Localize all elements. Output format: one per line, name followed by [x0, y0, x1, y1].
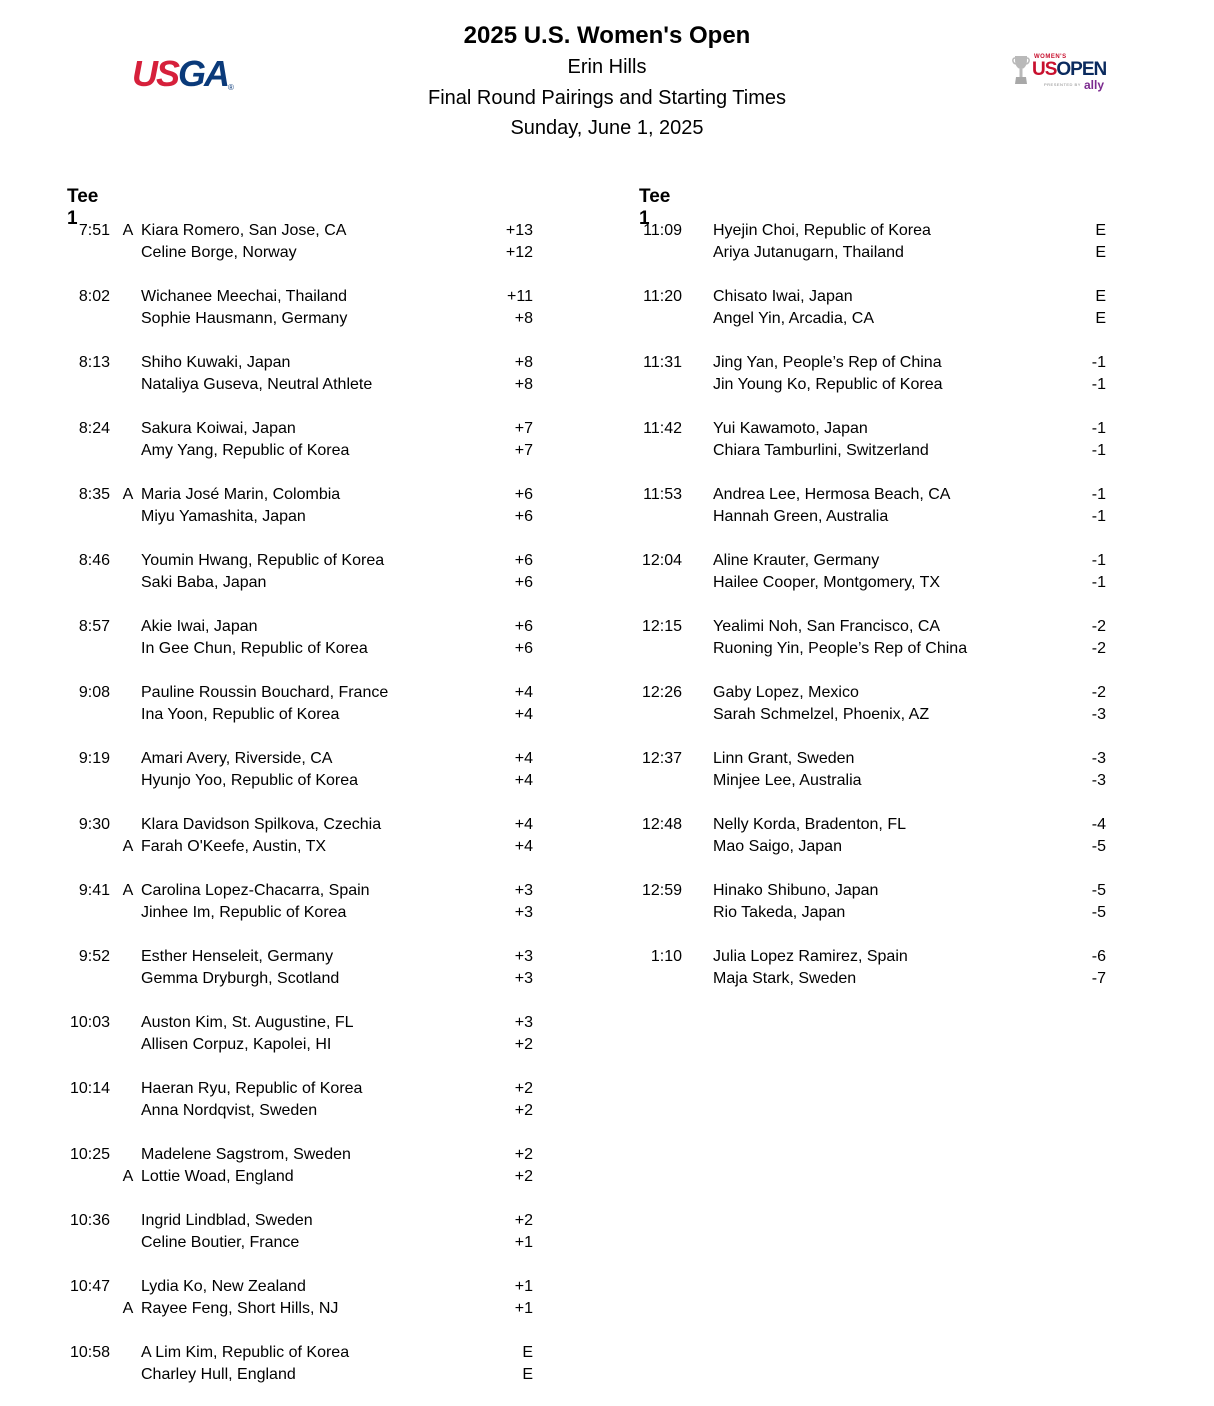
player-score: +2	[514, 1036, 533, 1053]
tee-time: 1:10	[650, 948, 682, 965]
player-name: Youmin Hwang, Republic of Korea	[141, 552, 385, 569]
tee-heading: Tee 1	[67, 186, 99, 229]
player-score: E	[522, 1344, 533, 1361]
player-row	[0, 352, 1214, 374]
player-name: Chiara Tamburlini, Switzerland	[713, 442, 929, 459]
player-score: +4	[514, 772, 533, 789]
player-name: In Gee Chun, Republic of Korea	[141, 640, 368, 657]
player-score: +6	[514, 552, 533, 569]
player-score: +13	[505, 222, 533, 239]
player-name: Akie Iwai, Japan	[141, 618, 258, 635]
player-name: Hailee Cooper, Montgomery, TX	[713, 574, 941, 591]
player-name: Miyu Yamashita, Japan	[141, 508, 306, 525]
player-name: Jing Yan, People’s Rep of China	[713, 354, 942, 371]
player-name: Gaby Lopez, Mexico	[713, 684, 859, 701]
tee-time: 8:57	[78, 618, 110, 635]
tee-time: 12:48	[641, 816, 682, 833]
tee-time: 9:30	[78, 816, 110, 833]
tee-time: 10:14	[69, 1080, 110, 1097]
round-date: Sunday, June 1, 2025	[510, 117, 704, 139]
player-name: Auston Kim, St. Augustine, FL	[141, 1014, 354, 1031]
player-score: -1	[1091, 376, 1106, 393]
player-name: Allisen Corpuz, Kapolei, HI	[141, 1036, 332, 1053]
tee-time: 8:46	[78, 552, 110, 569]
usga-logo-us: US	[132, 53, 179, 94]
player-score: -3	[1091, 750, 1106, 767]
player-score: +6	[514, 486, 533, 503]
tee-time: 9:52	[78, 948, 110, 965]
player-score: +2	[514, 1168, 533, 1185]
amateur-marker: A	[122, 1300, 134, 1317]
player-row	[0, 748, 1214, 770]
player-score: -2	[1091, 684, 1106, 701]
player-row	[0, 1034, 1214, 1056]
player-score: +12	[505, 244, 533, 261]
player-row	[0, 1232, 1214, 1254]
player-name: Yealimi Noh, San Francisco, CA	[713, 618, 941, 635]
tee-time: 9:41	[78, 882, 110, 899]
player-score: +3	[514, 904, 533, 921]
player-score: -1	[1091, 552, 1106, 569]
registered-mark: ®	[228, 83, 234, 92]
player-row	[0, 1012, 1214, 1034]
player-name: Celine Boutier, France	[141, 1234, 300, 1251]
player-name: Charley Hull, England	[141, 1366, 296, 1383]
tee-time: 10:03	[69, 1014, 110, 1031]
player-score: +4	[514, 750, 533, 767]
player-row	[0, 968, 1214, 990]
player-row	[0, 880, 1214, 902]
player-name: Linn Grant, Sweden	[713, 750, 855, 767]
player-score: +3	[514, 1014, 533, 1031]
player-score: -6	[1091, 948, 1106, 965]
player-score: -2	[1091, 618, 1106, 635]
presented-by-label: PRESENTED BY	[1044, 82, 1081, 87]
player-name: Amy Yang, Republic of Korea	[141, 442, 350, 459]
usopen-logo-us: US	[1032, 59, 1057, 80]
player-name: Hyejin Choi, Republic of Korea	[713, 222, 931, 239]
player-score: +3	[514, 882, 533, 899]
player-name: Angel Yin, Arcadia, CA	[713, 310, 874, 327]
tee-time: 7:51	[78, 222, 110, 239]
player-name: Minjee Lee, Australia	[713, 772, 862, 789]
usopen-logo-open: OPEN	[1056, 59, 1107, 80]
player-score: -7	[1091, 970, 1106, 987]
player-name: Saki Baba, Japan	[141, 574, 267, 591]
player-row	[0, 704, 1214, 726]
player-row	[0, 286, 1214, 308]
player-name: Maria José Marin, Colombia	[141, 486, 341, 503]
player-name: Aline Krauter, Germany	[713, 552, 880, 569]
player-score: +6	[514, 640, 533, 657]
player-name: Maja Stark, Sweden	[713, 970, 857, 987]
player-score: +8	[514, 354, 533, 371]
amateur-marker: A	[122, 882, 134, 899]
player-row	[0, 1276, 1214, 1298]
player-name: Esther Henseleit, Germany	[141, 948, 334, 965]
tee-time: 10:47	[69, 1278, 110, 1295]
player-row	[0, 550, 1214, 572]
player-score: +2	[514, 1102, 533, 1119]
player-row	[0, 1210, 1214, 1232]
player-score: +2	[514, 1146, 533, 1163]
player-name: Jin Young Ko, Republic of Korea	[713, 376, 943, 393]
player-name: Nataliya Guseva, Neutral Athlete	[141, 376, 373, 393]
player-row	[0, 902, 1214, 924]
player-score: +3	[514, 948, 533, 965]
player-row	[0, 220, 1214, 242]
player-name: Ingrid Lindblad, Sweden	[141, 1212, 313, 1229]
player-score: +1	[514, 1278, 533, 1295]
player-score: -3	[1091, 772, 1106, 789]
player-score: -1	[1091, 508, 1106, 525]
tee-time: 11:09	[643, 222, 682, 239]
player-score: +6	[514, 618, 533, 635]
tee-time: 12:26	[641, 684, 682, 701]
tee-time: 12:59	[641, 882, 682, 899]
document-title: 2025 U.S. Women's Open	[463, 22, 751, 49]
tee-time: 9:08	[78, 684, 110, 701]
player-name: Ina Yoon, Republic of Korea	[141, 706, 340, 723]
player-row	[0, 638, 1214, 660]
player-row	[0, 1100, 1214, 1122]
player-name: Ariya Jutanugarn, Thailand	[713, 244, 904, 261]
player-name: Lydia Ko, New Zealand	[141, 1278, 306, 1295]
player-score: E	[1095, 244, 1106, 261]
player-name: Klara Davidson Spilkova, Czechia	[141, 816, 382, 833]
player-score: E	[1095, 310, 1106, 327]
player-score: +3	[514, 970, 533, 987]
player-row	[0, 1166, 1214, 1188]
player-row	[0, 814, 1214, 836]
tee-time: 12:37	[641, 750, 682, 767]
player-score: -5	[1091, 882, 1106, 899]
tee-time: 10:25	[69, 1146, 110, 1163]
player-row	[0, 418, 1214, 440]
player-score: E	[522, 1366, 533, 1383]
player-score: +4	[514, 684, 533, 701]
player-name: Anna Nordqvist, Sweden	[141, 1102, 318, 1119]
tee-time: 9:19	[78, 750, 110, 767]
player-score: -1	[1091, 442, 1106, 459]
usga-logo	[132, 53, 234, 94]
player-score: +1	[514, 1300, 533, 1317]
player-score: +2	[514, 1080, 533, 1097]
player-name: Chisato Iwai, Japan	[713, 288, 853, 305]
player-name: Julia Lopez Ramirez, Spain	[713, 948, 908, 965]
player-row	[0, 682, 1214, 704]
player-name: Jinhee Im, Republic of Korea	[141, 904, 347, 921]
player-score: -1	[1091, 486, 1106, 503]
player-name: Shiho Kuwaki, Japan	[141, 354, 291, 371]
tee-time: 8:24	[78, 420, 110, 437]
usga-logo-ga: GA	[178, 53, 229, 94]
player-name: Nelly Korda, Bradenton, FL	[713, 816, 906, 833]
tee-time: 12:04	[641, 552, 682, 569]
player-row	[0, 506, 1214, 528]
tee-time: 12:15	[641, 618, 682, 635]
player-score: E	[1095, 288, 1106, 305]
player-row	[0, 484, 1214, 506]
player-name: Hinako Shibuno, Japan	[713, 882, 879, 899]
player-name: Pauline Roussin Bouchard, France	[141, 684, 389, 701]
player-row	[0, 242, 1214, 264]
player-name: A Lim Kim, Republic of Korea	[141, 1344, 350, 1361]
us-womens-open-logo	[1010, 52, 1120, 96]
player-score: +8	[514, 376, 533, 393]
player-score: -2	[1091, 640, 1106, 657]
player-score: -1	[1091, 420, 1106, 437]
player-name: Hyunjo Yoo, Republic of Korea	[141, 772, 359, 789]
player-name: Ruoning Yin, People’s Rep of China	[713, 640, 968, 657]
amateur-marker: A	[122, 222, 134, 239]
player-score: +7	[514, 442, 533, 459]
player-score: -1	[1091, 574, 1106, 591]
player-score: +2	[514, 1212, 533, 1229]
player-row	[0, 616, 1214, 638]
player-score: -4	[1091, 816, 1106, 833]
player-score: -5	[1091, 838, 1106, 855]
tee-time: 10:58	[69, 1344, 110, 1361]
player-name: Kiara Romero, San Jose, CA	[141, 222, 347, 239]
tee-time: 11:53	[643, 486, 682, 503]
player-name: Rio Takeda, Japan	[713, 904, 846, 921]
player-score: -1	[1091, 354, 1106, 371]
player-row	[0, 1078, 1214, 1100]
player-score: +6	[514, 508, 533, 525]
player-score: +1	[514, 1234, 533, 1251]
tee-time: 8:13	[78, 354, 110, 371]
player-name: Rayee Feng, Short Hills, NJ	[141, 1300, 339, 1317]
player-score: +8	[514, 310, 533, 327]
player-row	[0, 836, 1214, 858]
tee-time: 11:42	[643, 420, 682, 437]
venue-name: Erin Hills	[567, 56, 647, 78]
player-name: Madelene Sagstrom, Sweden	[141, 1146, 351, 1163]
trophy-icon	[1012, 54, 1030, 88]
tee-time: 8:02	[78, 288, 110, 305]
player-score: -5	[1091, 904, 1106, 921]
tee-time: 8:35	[78, 486, 110, 503]
tee-time: 11:31	[643, 354, 682, 371]
player-name: Andrea Lee, Hermosa Beach, CA	[713, 486, 951, 503]
player-name: Sophie Hausmann, Germany	[141, 310, 348, 327]
amateur-marker: A	[122, 838, 134, 855]
player-row	[0, 946, 1214, 968]
amateur-marker: A	[122, 1168, 134, 1185]
player-score: +4	[514, 838, 533, 855]
player-name: Wichanee Meechai, Thailand	[141, 288, 348, 305]
player-name: Mao Saigo, Japan	[713, 838, 842, 855]
player-score: +11	[507, 288, 533, 305]
player-name: Haeran Ryu, Republic of Korea	[141, 1080, 363, 1097]
player-name: Farah O'Keefe, Austin, TX	[141, 838, 327, 855]
tee-time: 11:20	[643, 288, 682, 305]
player-name: Sarah Schmelzel, Phoenix, AZ	[713, 706, 930, 723]
player-name: Gemma Dryburgh, Scotland	[141, 970, 340, 987]
player-row	[0, 1298, 1214, 1320]
player-row	[0, 440, 1214, 462]
player-row	[0, 1342, 1214, 1364]
document-subtitle: Final Round Pairings and Starting Times	[428, 87, 786, 109]
player-row	[0, 308, 1214, 330]
amateur-marker: A	[122, 486, 134, 503]
player-score: +4	[514, 816, 533, 833]
player-score: +7	[514, 420, 533, 437]
player-row	[0, 374, 1214, 396]
player-score: +4	[514, 706, 533, 723]
player-score: +6	[514, 574, 533, 591]
player-name: Hannah Green, Australia	[713, 508, 889, 525]
player-name: Yui Kawamoto, Japan	[713, 420, 868, 437]
player-name: Carolina Lopez-Chacarra, Spain	[141, 882, 370, 899]
player-name: Amari Avery, Riverside, CA	[141, 750, 333, 767]
tee-heading: Tee 1	[639, 186, 671, 229]
womens-label: WOMEN'S	[1034, 54, 1067, 60]
player-name: Lottie Woad, England	[141, 1168, 294, 1185]
player-row	[0, 770, 1214, 792]
player-name: Celine Borge, Norway	[141, 244, 297, 261]
ally-sponsor-logo: ally	[1084, 78, 1105, 92]
tee-time: 10:36	[69, 1212, 110, 1229]
player-row	[0, 572, 1214, 594]
player-score: E	[1095, 222, 1106, 239]
player-row	[0, 1144, 1214, 1166]
player-score: -3	[1091, 706, 1106, 723]
player-row	[0, 1364, 1214, 1386]
player-name: Sakura Koiwai, Japan	[141, 420, 296, 437]
